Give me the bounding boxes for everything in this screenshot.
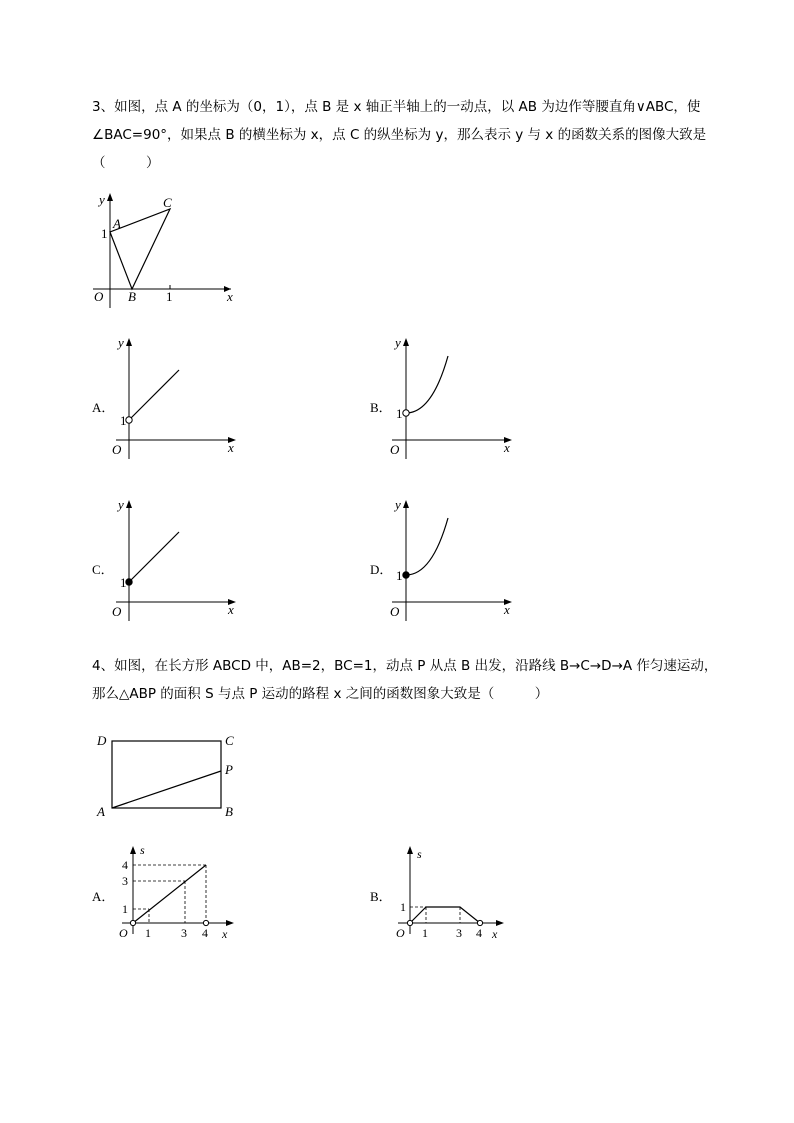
y-axis-arrow <box>130 846 136 854</box>
linear-curve <box>129 370 179 420</box>
question-4-line-1: 4、如图，在长方形 ABCD 中，AB=2，BC=1，动点 P 从点 B 出发，沿路线 B→C→D→A 作匀速运动， <box>92 658 718 674</box>
label-y4: 4 <box>122 858 128 872</box>
question-3-text <box>92 93 752 177</box>
label-y1: 1 <box>122 902 128 916</box>
q3-option-b-label[interactable]: B． <box>370 400 392 415</box>
question-3-line-3: （ ） <box>92 155 160 171</box>
label-P: P <box>225 762 233 777</box>
label-y: y <box>118 335 124 350</box>
question-4-text <box>92 652 752 708</box>
y-axis-arrow <box>403 338 409 346</box>
function-graph <box>410 907 480 923</box>
label-y3: 3 <box>122 874 128 888</box>
label-s: s <box>140 843 145 857</box>
label-x: x <box>228 440 234 455</box>
open-point-x4 <box>203 920 208 925</box>
q3-triangle-figure <box>85 188 245 308</box>
y-axis-arrow <box>407 846 413 854</box>
label-C: C <box>225 733 234 748</box>
closed-point <box>403 572 409 578</box>
open-point <box>403 410 409 416</box>
label-one: 1 <box>120 575 127 590</box>
label-x: x <box>492 927 498 941</box>
label-A: A <box>113 216 121 231</box>
label-y: y <box>395 335 401 350</box>
label-y: y <box>118 497 124 512</box>
parabolic-curve <box>406 356 448 413</box>
q3-option-a-label[interactable]: A． <box>92 400 115 415</box>
label-O: O <box>390 442 400 457</box>
label-O: O <box>119 926 128 940</box>
label-C: C <box>163 195 172 210</box>
segment-ap <box>112 771 221 808</box>
q3-option-a-graph[interactable] <box>108 334 243 459</box>
label-x: x <box>228 602 234 617</box>
q3-option-d-graph[interactable] <box>384 496 519 621</box>
label-x4: 4 <box>202 926 208 940</box>
label-x1: 1 <box>145 926 151 940</box>
label-O: O <box>112 604 122 619</box>
label-B: B <box>128 289 136 304</box>
q3-option-c-label[interactable]: C． <box>92 562 114 577</box>
label-x3: 3 <box>181 926 187 940</box>
function-graph <box>133 865 206 923</box>
open-point <box>126 417 132 423</box>
label-s: s <box>417 847 422 861</box>
label-x: x <box>227 289 233 304</box>
closed-point <box>126 579 132 585</box>
label-x1: 1 <box>422 926 428 940</box>
label-x: x <box>504 602 510 617</box>
question-4-line-2: 那么△ABP 的面积 S 与点 P 运动的路程 x 之间的函数图象大致是（ ） <box>92 686 549 702</box>
x-axis-arrow <box>496 920 504 926</box>
label-y: y <box>99 192 105 207</box>
label-O: O <box>94 289 104 304</box>
q4-option-b-graph[interactable] <box>392 842 517 942</box>
label-x: x <box>504 440 510 455</box>
label-one-x: 1 <box>166 289 173 304</box>
label-B: B <box>225 804 233 819</box>
label-O: O <box>396 926 405 940</box>
label-one: 1 <box>396 568 403 583</box>
linear-curve <box>129 532 179 582</box>
q3-option-b-graph[interactable] <box>384 334 519 459</box>
q3-option-c-graph[interactable] <box>108 496 243 621</box>
y-axis-arrow <box>126 500 132 508</box>
label-D: D <box>97 733 107 748</box>
label-O: O <box>112 442 122 457</box>
y-axis-arrow <box>107 193 113 201</box>
question-3-line-1: 3、如图，点 A 的坐标为（0，1），点 B 是 x 轴正半轴上的一动点，以 AB 为边作等腰直角∨ABC，使 <box>92 99 701 115</box>
label-y1: 1 <box>400 900 406 914</box>
rectangle-abcd <box>112 741 221 808</box>
q4-option-a-label[interactable]: A． <box>92 889 115 904</box>
label-one-y: 1 <box>101 226 108 241</box>
label-one: 1 <box>120 413 127 428</box>
question-3-line-2: ∠BAC=90°，如果点 B 的横坐标为 x，点 C 的纵坐标为 y，那么表示 y 与 x 的函数关系的图像大致是 <box>92 127 707 143</box>
y-axis-arrow <box>403 500 409 508</box>
label-x3: 3 <box>456 926 462 940</box>
q3-option-d-label[interactable]: D． <box>370 562 393 577</box>
label-x4: 4 <box>476 926 482 940</box>
x-axis-arrow <box>226 920 234 926</box>
label-x: x <box>222 927 228 941</box>
q4-rectangle-figure <box>90 728 250 823</box>
open-point-origin <box>407 920 412 925</box>
label-one: 1 <box>396 406 403 421</box>
parabolic-curve <box>406 518 448 575</box>
label-y: y <box>395 497 401 512</box>
y-axis-arrow <box>126 338 132 346</box>
open-point-origin <box>130 920 135 925</box>
label-A: A <box>97 804 105 819</box>
q4-option-a-graph[interactable] <box>114 842 244 942</box>
open-point-x4 <box>477 920 482 925</box>
q4-option-b-label[interactable]: B． <box>370 889 392 904</box>
label-O: O <box>390 604 400 619</box>
